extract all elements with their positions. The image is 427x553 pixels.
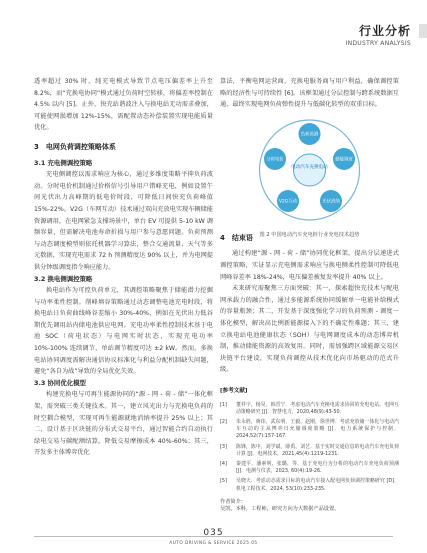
section-3-1-body: 充电侧调控以需求响应为核心，通过多维度策略平抑负荷波动。分时电价机制通过价格信号引导用户错峰充电，例如设置午间光伏出力高峰期的低电价时段，可降低日间快充负荷峰值 15%-22%。V2G（车网互动）技术通过双向充放电实现车辆储能资源调用，在电网紧急支撑场景中，单台 EV 可提供 5-10 kW 调频容量，但需解决电池寿命折损与用户参与意愿问题。负荷预测与动态调度模型则依托机器学习算法，整合交通流量、天气等多元数据，实现充电需求 72 h 预测精度达 90% 以上，并为电网提供分钟级调度指令响应能力。 — [34, 171, 213, 271]
page-number: 035 — [203, 528, 224, 538]
reference-text: 董祥宇，杨昊，韩晋宁．考虑电动汽车充换电需求协同的充电电站、电网互动策略研究 [J]．智慧电力，2020,48(9):43-50. — [236, 401, 399, 415]
left-column — [34, 76, 213, 459]
reference-text: 朱永胜，蒋玮，武东明，王毅，赵刚，徐世博．考虑充放储一体化与电动汽车互动的主从博弈日允储调度策略 [J]．电力系统保护与控制，2024,52(7):157-167. — [236, 418, 399, 440]
reference-item — [220, 478, 399, 492]
section-title: 行业分析 — [358, 24, 411, 38]
node-1-label: 负荷预测 — [300, 132, 319, 138]
author-bio-label: 作者简介： — [220, 498, 246, 505]
reference-number: [3] — [220, 443, 227, 450]
section-4-body-1: 通过构建“源 - 网 - 荷 - 储”协同优化框架，提出分层递进式调控策略，实证显示充电侧需求响应与换电侧柔性控制可降低电网峰谷差率 18%-24%，电压偏差被复发率提升 40% 以上。 — [220, 250, 399, 281]
section-4-heading: 4 结束语 — [220, 233, 253, 242]
reference-text: 吴晓天．考虑动态需求目标的电动汽车接入配电网负荷调控策略研究 [D]．机电工程技术，2024, 53(10):233-235. — [236, 478, 399, 492]
reference-number: [1] — [220, 401, 227, 408]
node-5-label: 分时电价 — [266, 157, 284, 163]
section-3-3-heading: 3.3 协同优化模型 — [34, 378, 86, 387]
right-intro-paragraph: 算法，平衡电网运营商、充换电服务商与用户利益，确保调控策略的经济性与可持续性 [6]。该框架通过分层控制与跨系统数据互通，最终实现电网负荷弹性提升与低碳化转型的双重目标。 — [220, 78, 399, 109]
section-subtitle: INDUSTRY ANALYSIS — [345, 40, 411, 47]
node-4-label: V2G互动 — [279, 199, 297, 205]
author-bio — [220, 499, 399, 514]
section-3-2-body: 换电站作为可控负荷单元，其调控策略聚焦于储能潜力挖掘与功率柔性控制。削峰填谷策略通过动态调整电池充电时段，将换电站日负荷曲线峰谷差缩小 30%-40%，例如在光伏出力低谷期优先调用站内储电池供应电网。充电功率柔性控制技术基于电池 SOC（荷电状态）与电网实时状态，实现充电功率 10%-100% 连续调节，单站调节精度可达 ±2 kW。然而，多换电站协同调度需解决通信协议标准化与利益分配机制缺失问题，避免“各自为战”导致的全局优化失效。 — [34, 287, 213, 376]
reference-item — [220, 461, 399, 475]
reference-item — [220, 444, 399, 458]
reference-item — [220, 402, 399, 416]
reference-text: 秦建平，潘素明，张璐，等．基于充电行为分析的电动汽车充电负荷预测 [J]．电测与仪表，2023, 60(4):19-26. — [236, 460, 399, 475]
section-3-2-heading: 3.2 换电侧调控策略 — [34, 274, 93, 283]
references-list — [220, 402, 399, 493]
node-2-label: 储能调度 — [335, 157, 353, 163]
center-node-label: 电动汽车充换电站 — [291, 164, 328, 170]
node-3-label: 光伏消纳 — [322, 199, 340, 205]
section-3-3-body: 构建充换电与可再生能源协同的“源 - 网 - 荷 - 储”一体化框架，需突破三类关键技术。其一，建立风光出力与充换电负荷的时空耦合模型，实现可再生能源就地消纳率提升 25% 以上；其二，设计基于区块链的分布式交易平台，通过智能合约自动执行绿电交易与碳配额结算，降低交易摩擦成本 40%-60%；其三，开发多主体博弈优化 — [34, 391, 213, 457]
section-3-heading: 3 电网负荷调控策略体系 — [34, 142, 116, 151]
reference-number: [4] — [220, 460, 227, 467]
reference-number: [5] — [220, 478, 227, 485]
center-node — [294, 154, 326, 186]
section-header — [346, 22, 412, 47]
reference-item — [220, 419, 399, 441]
figure-2-diagram — [220, 115, 399, 225]
left-intro-paragraph: 透率超过 30% 时，纯充电模式导致节点电压偏差率上升至 8.2%，而“充换电协同”模式通过负荷时空转移，将偏差率控制在 4.5% 以内 [5]。止外，快充站谐波注入与换电站无功需求叠加，可能使网损增加 12%-15%，需配置动态补偿装置实现电能质量优化。 — [34, 78, 213, 132]
section-4-body-2: 未来研究需聚焦三方面突破：其一，探索超快充技术与配电网承载力的融合性，通过多能源系统协同缓解单一电能补给模式的容量瓶颈；其二，开发基于深度强化学习的负荷预测 - 调度一体化模型，解决高比例新能源接入下的不确定性难题；其三，建立换电站电池健康状态（SOH）与电网调度成本的动态博弈机制，推动储能资源的高效复用。同时，需加强跨区域能源交易区块链平台建设，实现负荷调控从技术优化向市场驱动的范式升级。 — [220, 285, 399, 374]
footer-rule — [34, 536, 393, 537]
references-title: [参考文献] — [220, 387, 248, 394]
header-accent-bar — [419, 24, 427, 38]
author-bio-text: 吴凯，本科，工程师，研究方向为大数据产品设置。 — [220, 506, 340, 513]
magazine-footer: AUTO DRIVING & SERVICE 2025.05 — [169, 540, 258, 545]
section-3-1-heading: 3.1 充电侧调控策略 — [34, 158, 93, 167]
reference-text: 陈锋，陈中，刘学斌，薛禹，刘艺．基于实时交通信息的电动汽车充电负荷计算 [J]．电网技术，2021,45(4):1219-1231. — [236, 443, 399, 457]
right-column — [220, 76, 399, 514]
reference-number: [2] — [220, 418, 227, 425]
figure-2-caption: 图 2 中国电动汽车充电桩行业充电技术趋势 — [259, 232, 360, 239]
